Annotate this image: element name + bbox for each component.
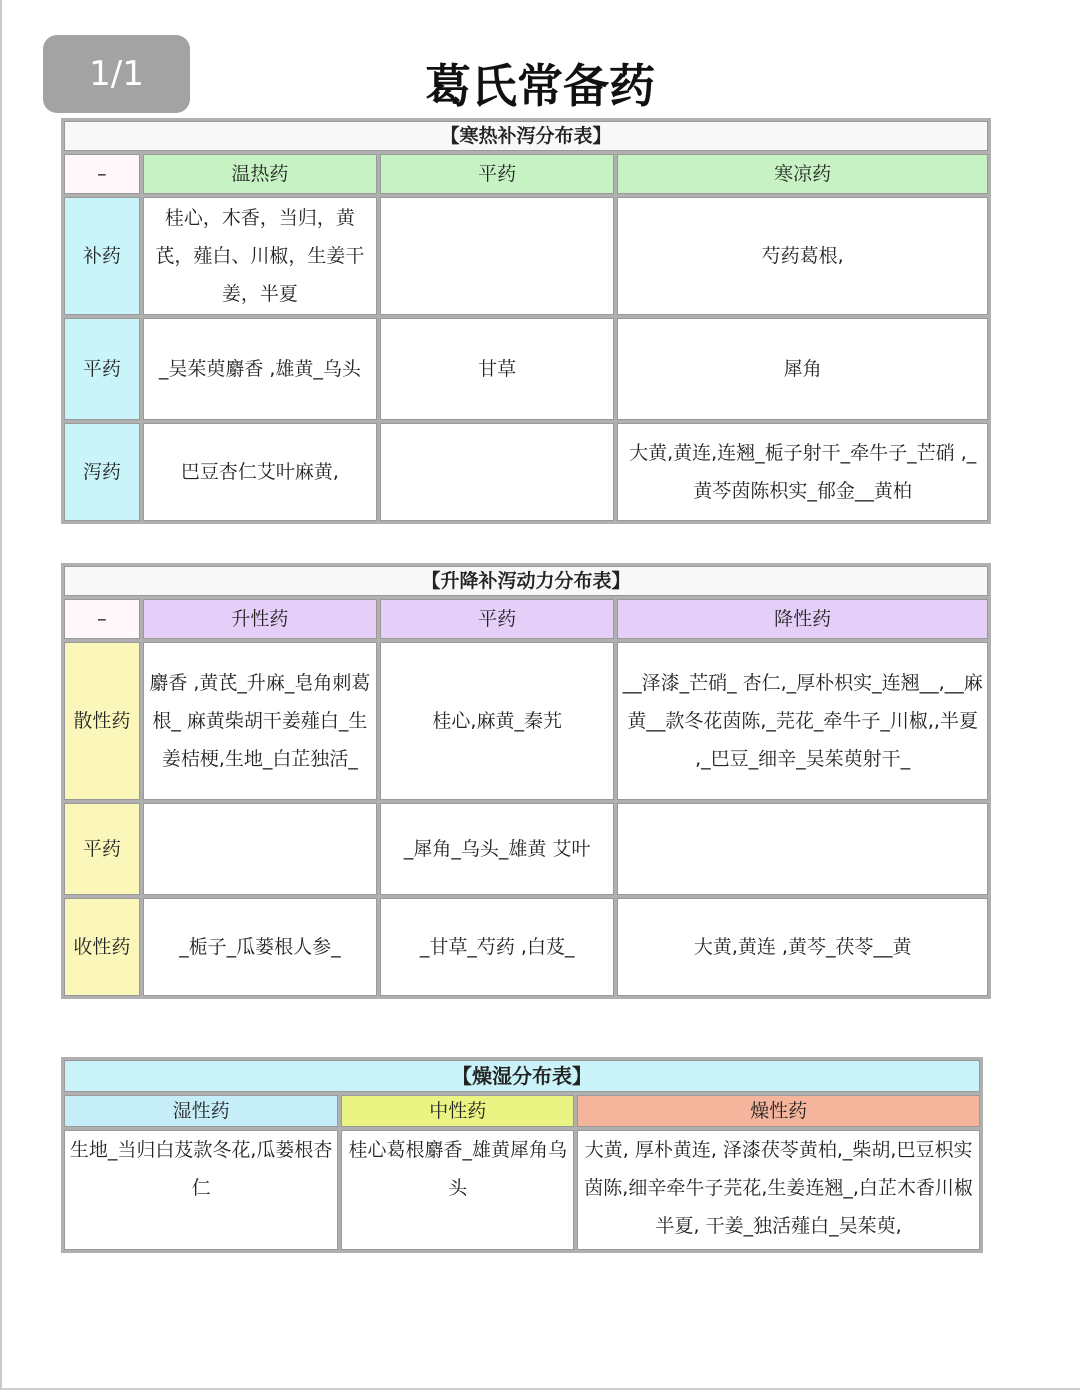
- page-left-edge: [0, 0, 2, 1390]
- table-caption: 【燥湿分布表】: [64, 1060, 980, 1092]
- table-corner: –: [64, 599, 140, 639]
- table-cell: 大黄,黄连 ,黄芩_茯苓__黄: [617, 898, 988, 996]
- table-caption: 【寒热补泻分布表】: [64, 121, 988, 151]
- column-header: 燥性药: [577, 1095, 980, 1127]
- page-counter-badge: 1/1: [43, 35, 190, 113]
- page-title: 葛氏常备药: [425, 59, 655, 113]
- row-header: 收性药: [64, 898, 140, 996]
- table-cell: 桂心，木香，当归，黄芪，薤白、川椒，生姜干姜，半夏: [143, 197, 377, 315]
- column-header: 平药: [380, 154, 614, 194]
- table-cell: 大黄, 厚朴黄连, 泽漆茯苓黄柏,_柴胡,巴豆枳实茵陈,细辛牵牛子芫花,生姜连翘_,白芷木香川椒半夏, 干姜_独活薤白_吴茱萸,: [577, 1130, 980, 1250]
- table-cell: 麝香 ,黄芪_升麻_皂角刺葛根_ 麻黄柴胡干姜薤白_生姜桔梗,生地_白芷独活_: [143, 642, 377, 800]
- table-cell: [617, 803, 988, 895]
- row-header: 补药: [64, 197, 140, 315]
- table-cell: [380, 423, 614, 521]
- table-cell: _吴茱萸麝香 ,雄黄_乌头: [143, 318, 377, 420]
- table-corner: –: [64, 154, 140, 194]
- table-cell: _甘草_芍药 ,白芨_: [380, 898, 614, 996]
- table-cell: 芍药葛根,: [617, 197, 988, 315]
- table-caption: 【升降补泻动力分布表】: [64, 566, 988, 596]
- table-cell: _栀子_瓜蒌根人参_: [143, 898, 377, 996]
- column-header: 中性药: [341, 1095, 574, 1127]
- ascend-descend-table: [61, 563, 991, 999]
- dry-wet-table: [61, 1057, 983, 1253]
- column-header: 寒凉药: [617, 154, 988, 194]
- row-header: 泻药: [64, 423, 140, 521]
- row-header: 散性药: [64, 642, 140, 800]
- table-cell: 生地_当归白芨款冬花,瓜蒌根杏仁: [64, 1130, 338, 1250]
- column-header: 升性药: [143, 599, 377, 639]
- column-header: 降性药: [617, 599, 988, 639]
- table-cell: 大黄,黄连,连翘_栀子射干_牵牛子_芒硝 ,_黄芩茵陈枳实_郁金__黄柏: [617, 423, 988, 521]
- table-cell: 桂心葛根麝香_雄黄犀角乌头: [341, 1130, 574, 1250]
- table-cell: 甘草: [380, 318, 614, 420]
- cold-heat-table: [61, 118, 991, 524]
- table-cell: 桂心,麻黄_秦艽: [380, 642, 614, 800]
- table-cell: __泽漆_芒硝_ 杏仁,_厚朴枳实_连翘__,__麻黄__款冬花茵陈,_芫花_牵牛子_川椒,,半夏 ,_巴豆_细辛_吴茱萸射干_: [617, 642, 988, 800]
- table-cell: [380, 197, 614, 315]
- column-header: 温热药: [143, 154, 377, 194]
- row-header: 平药: [64, 803, 140, 895]
- column-header: 平药: [380, 599, 614, 639]
- column-header: 湿性药: [64, 1095, 338, 1127]
- table-cell: 犀角: [617, 318, 988, 420]
- table-cell: [143, 803, 377, 895]
- table-cell: 巴豆杏仁艾叶麻黄,: [143, 423, 377, 521]
- table-cell: _犀角_乌头_雄黄 艾叶: [380, 803, 614, 895]
- row-header: 平药: [64, 318, 140, 420]
